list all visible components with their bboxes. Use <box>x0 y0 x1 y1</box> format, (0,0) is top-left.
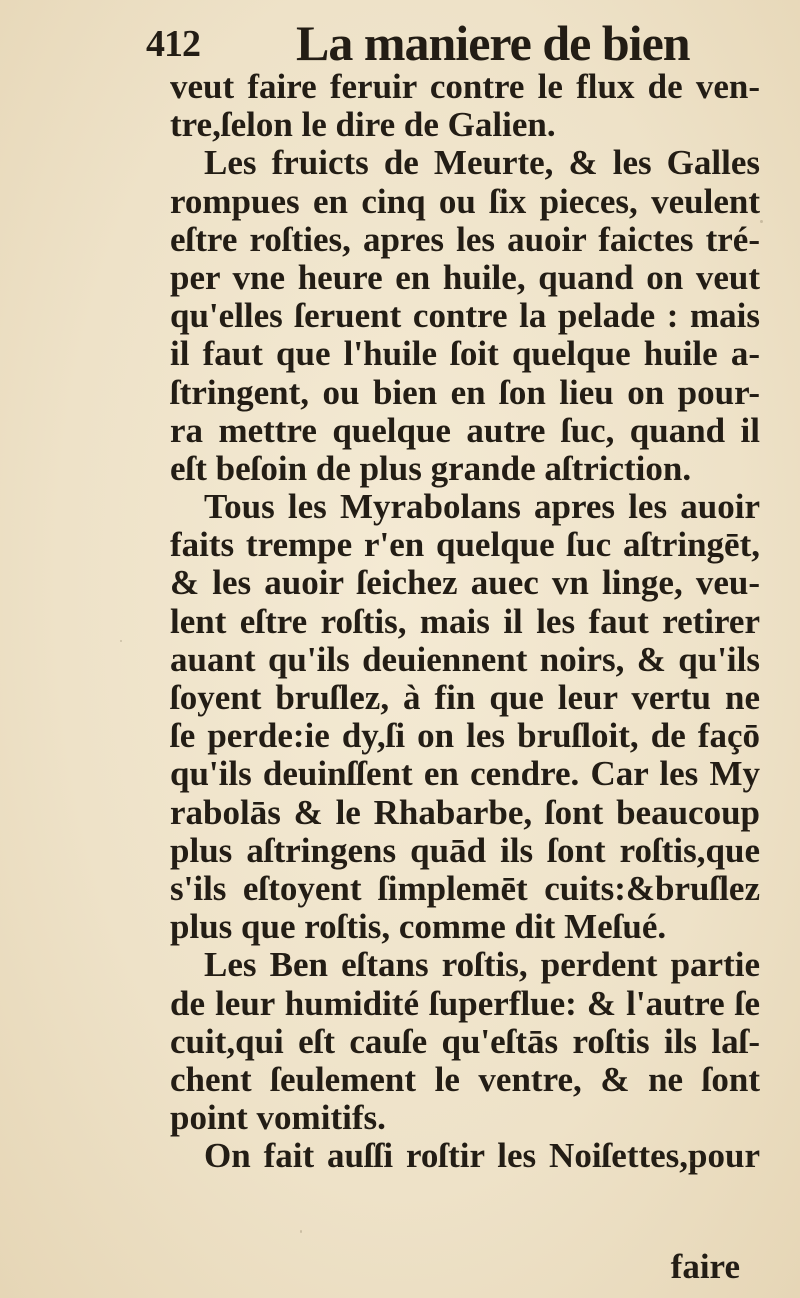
paper-speck <box>120 640 122 642</box>
text-line: Les Ben eſtans roſtis, perdent partie <box>204 945 760 985</box>
text-line: rompues en cinq ou ſix pieces, veulent <box>170 181 760 221</box>
text-line: eſt beſoin de plus grande aſtriction. <box>170 448 692 488</box>
text-line: rabolās & le Rhabarbe, ſont beaucoup <box>170 792 760 832</box>
text-line: s'ils eſtoyent ſimplemēt cuits:&bruſlez <box>170 868 760 908</box>
page-header <box>146 14 746 74</box>
text-line: chent ſeulement le ventre, & ne ſont <box>170 1059 760 1099</box>
paper-speck <box>760 220 763 223</box>
text-line: qu'elles ſeruent contre la pelade : mais <box>170 296 760 336</box>
text-line: Les fruicts de Meurte, & les Galles <box>204 143 760 183</box>
catchword: faire <box>670 1247 740 1286</box>
text-line: plus que roſtis, comme dit Meſué. <box>170 907 667 947</box>
text-line: point vomitifs. <box>170 1098 386 1138</box>
text-line: ſe perde:ie dy,ſi on les bruſloit, de façō <box>170 716 760 756</box>
text-line: ſtringent, ou bien en ſon lieu on pour- <box>170 372 760 412</box>
text-line: tre,ſelon le dire de Galien. <box>170 105 556 145</box>
text-line: ſoyent bruſlez, à fin que leur vertu ne <box>170 678 760 717</box>
text-line: & les auoir ſeichez auec vn linge, veu- <box>170 563 760 603</box>
text-line: auant qu'ils deuiennent noirs, & qu'ils <box>170 639 760 679</box>
text-line: veut faire feruir contre le flux de ven- <box>170 67 760 106</box>
page-number: 412 <box>146 23 200 65</box>
paper-speck <box>300 1230 302 1233</box>
text-line: lent eſtre roſtis, mais il les faut retirer <box>170 601 760 641</box>
text-line: per vne heure en huile, quand on veut <box>170 257 760 297</box>
running-head: La maniere de bien <box>296 15 690 71</box>
text-line: ra mettre quelque autre ſuc, quand il <box>170 410 760 450</box>
text-line: faits trempe r'en quelque ſuc aſtringēt, <box>170 525 760 565</box>
text-line: qu'ils deuinſſent en cendre. Car les My <box>170 754 760 794</box>
text-line: Tous les Myrabolans apres les auoir <box>204 487 760 527</box>
body-text <box>170 68 760 1175</box>
text-line: il faut que l'huile ſoit quelque huile a- <box>170 334 760 374</box>
text-line: plus aſtringens quād ils ſont roſtis,que <box>170 830 760 870</box>
text-line: eſtre roſties, apres les auoir faictes tré- <box>170 219 760 259</box>
paper-speck <box>690 1160 693 1162</box>
text-line: On fait auſſi roſtir les Noiſettes,pour <box>204 1136 760 1176</box>
text-line: de leur humidité ſuperflue: & l'autre ſe <box>170 983 760 1023</box>
text-line: cuit,qui eſt cauſe qu'eſtās roſtis ils laſ- <box>170 1021 760 1061</box>
